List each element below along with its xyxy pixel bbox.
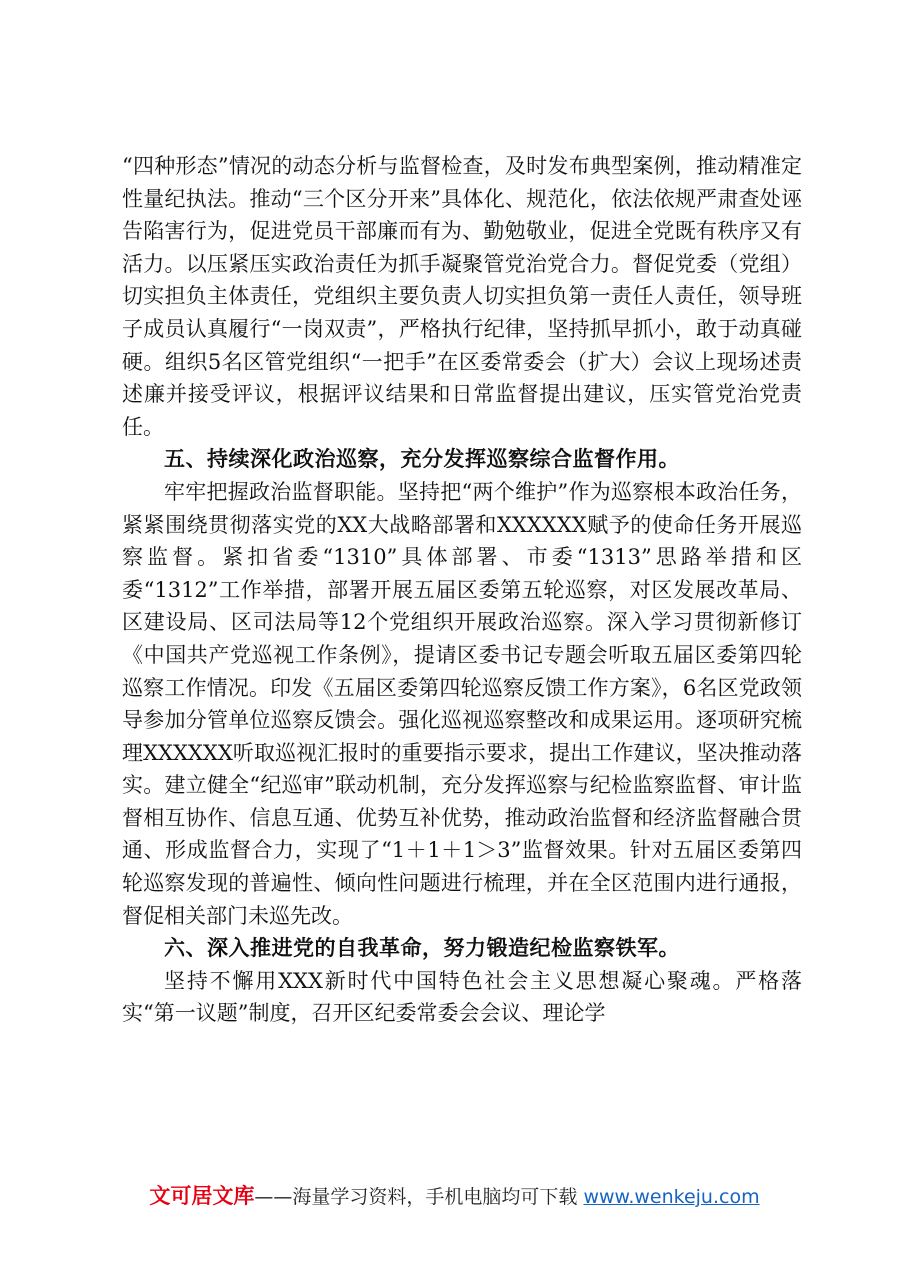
footer-site-link[interactable]: www.wenkeju.com <box>583 1186 760 1208</box>
footer-brand: 文可居文库 <box>149 1184 255 1208</box>
section-heading-5: 五、持续深化政治巡察，充分发挥巡察综合监督作用。 <box>164 447 680 472</box>
paragraph-1: “四种形态”情况的动态分析与监督检查，及时发布典型案例，推动精准定性量纪执法。推动“三个区分开来”具体化、规范化，依法依规严肃查处诬告陷害行为，促进党员干部廉而有为、勤勉敬业，促进全党既有秩序又有活力。以压紧压实政治责任为抓手凝聚管党治党合力。督促党委（党组）切实担负主体责任，党组织主要负责人切实担负第一责任人责任，领导班子成员认真履行“一岗双责”，严格执行纪律，坚持抓早抓小，敢于动真碰硬。组织5名区管党组织“一把手”在区委常委会（扩大）会议上现场述责述廉并接受评议，根据评议结果和日常监督提出建议，压实管党治党责任。 <box>122 154 802 439</box>
footer-banner <box>0 1183 909 1210</box>
document-body <box>122 150 802 1030</box>
section-heading-6: 六、深入推进党的自我革命，努力锻造纪检监察铁军。 <box>164 936 680 961</box>
paragraph-2: 牢牢把握政治监督职能。坚持把“两个维护”作为巡察根本政治任务，紧紧围绕贯彻落实党的XX大战略部署和XXXXXX赋予的使命任务开展巡察监督。紧扣省委“1310”具体部署、市委“1313”思路举措和区委“1312”工作举措，部署开展五届区委第五轮巡察，对区发展改革局、区建设局、区司法局等12个党组织开展政治巡察。深入学习贯彻新修订《中国共产党巡视工作条例》，提请区委书记专题会听取五届区委第四轮巡察工作情况。印发《五届区委第四轮巡察反馈工作方案》，6名区党政领导参加分管单位巡察反馈会。强化巡视巡察整改和成果运用。逐项研究梳理XXXXXX听取巡视汇报时的重要指示要求，提出工作建议，坚决推动落实。建立健全“纪巡审”联动机制，充分发挥巡察与纪检监察监督、审计监督相互协作、信息互通、优势互补优势，推动政治监督和经济监督融合贯通、形成监督合力，实现了“1＋1＋1＞3”监督效果。针对五届区委第四轮巡察发现的普遍性、倾向性问题进行梳理，并在全区范围内进行通报，督促相关部门未巡先改。 <box>122 479 803 928</box>
footer-slogan: ——海量学习资料，手机电脑均可下载 <box>254 1186 578 1208</box>
paragraph-3: 坚持不懈用XXX新时代中国特色社会主义思想凝心聚魂。严格落实“第一议题”制度，召开区纪委常委会会议、理论学 <box>122 968 802 1026</box>
